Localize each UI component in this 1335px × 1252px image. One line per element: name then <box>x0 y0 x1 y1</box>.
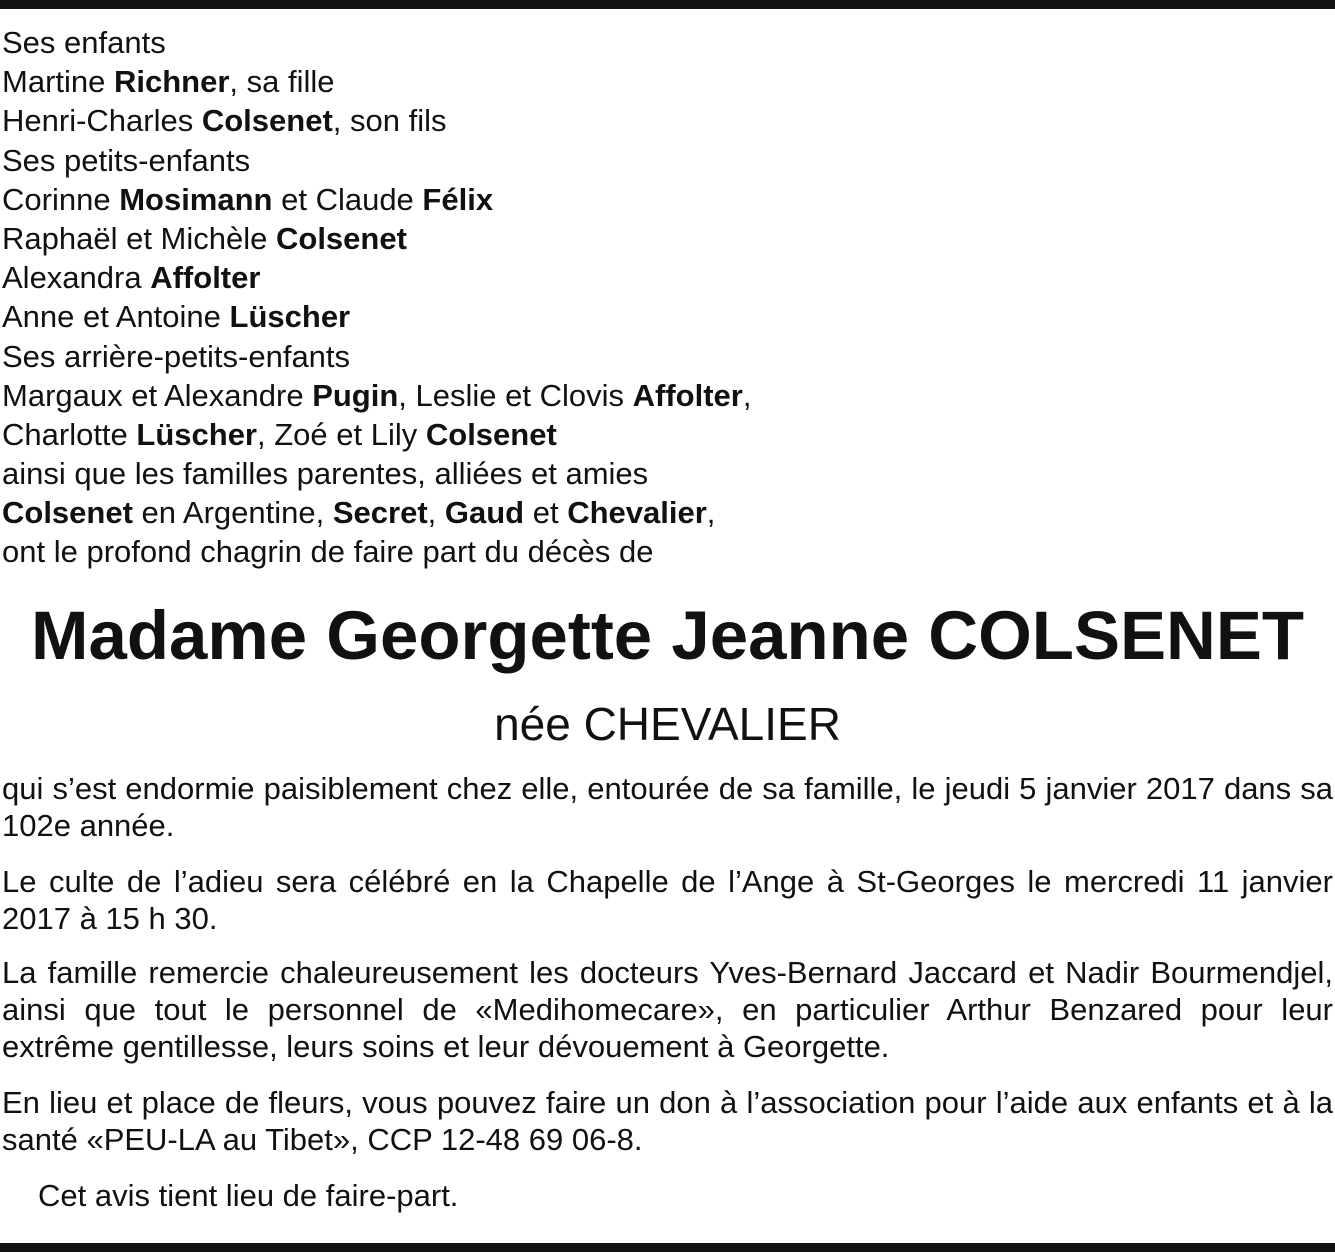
intro-text: , <box>427 495 445 531</box>
intro-text: en Argentine, <box>132 495 333 531</box>
intro-text: , <box>742 377 752 413</box>
family-name: Mosimann <box>119 181 273 217</box>
family-name: Lüscher <box>136 416 258 452</box>
family-name: Colsenet <box>276 220 407 256</box>
intro-line <box>2 219 1332 258</box>
family-name: Gaud <box>444 495 525 531</box>
intro-text: Alexandra <box>2 260 151 296</box>
intro-line <box>2 258 1332 297</box>
intro-text: Corinne <box>2 181 120 217</box>
paragraph-service: Le culte de l’adieu sera célébré en la Chapelle de l’Ange à St-Georges le mercredi 11 janvier 2017 à 15 h 30. <box>2 864 1333 936</box>
family-name: Colsenet <box>425 416 557 452</box>
intro-text: Ses arrière-petits-enfants <box>2 338 351 374</box>
family-name: Colsenet <box>2 495 133 531</box>
intro-text: Margaux et Alexandre <box>2 377 313 413</box>
intro-text: , sa fille <box>229 64 335 100</box>
intro-line <box>2 415 1332 454</box>
intro-line <box>2 141 1332 180</box>
intro-text: et Claude <box>272 181 423 217</box>
intro-text: ont le profond chagrin de faire part du décès de <box>2 534 654 570</box>
paragraph-thanks: La famille remercie chaleureusement les docteurs Yves-Bernard Jaccard et Nadir Bourmendjel, ainsi que tout le personnel de «Medihomecare», en particulier Arthur Benzared pour leur extrême gentillesse, leurs soins et leur dévouement à Georgette. <box>2 955 1333 1064</box>
intro-text: , Zoé et Lily <box>257 416 426 452</box>
family-name: Secret <box>332 495 428 531</box>
intro-text: Charlotte <box>2 416 137 452</box>
intro-text: Ses petits-enfants <box>2 142 251 178</box>
bottom-rule <box>0 1243 1335 1252</box>
intro-text: , son fils <box>332 103 447 139</box>
intro-text: Ses enfants <box>2 25 166 60</box>
intro-text: Henri-Charles <box>2 103 202 139</box>
intro-text: et <box>524 495 568 531</box>
family-name: Colsenet <box>201 103 333 139</box>
family-name: Richner <box>113 64 230 100</box>
intro-line <box>2 297 1332 336</box>
family-name: Chevalier <box>567 495 707 531</box>
intro-line <box>2 180 1332 219</box>
intro-text: Martine <box>2 64 114 100</box>
closing-note: Cet avis tient lieu de faire-part. <box>38 1178 459 1213</box>
intro-line <box>2 493 1332 532</box>
intro-line <box>2 101 1332 140</box>
family-announcement <box>2 23 1332 572</box>
intro-text: ainsi que les familles parentes, alliées et amies <box>2 456 649 492</box>
intro-text: , Leslie et Clovis <box>398 377 633 413</box>
deceased-name: Madame Georgette Jeanne COLSENET <box>31 597 1304 674</box>
maiden-name: née CHEVALIER <box>494 698 841 750</box>
intro-line <box>2 532 1332 571</box>
intro-text: Anne et Antoine <box>2 299 230 335</box>
family-name: Affolter <box>632 377 743 413</box>
intro-line <box>2 62 1332 101</box>
family-name: Affolter <box>150 260 261 296</box>
intro-line <box>2 376 1332 415</box>
intro-line <box>2 23 1332 62</box>
intro-line <box>2 337 1332 376</box>
intro-text: Raphaël et Michèle <box>2 220 276 256</box>
family-name: Pugin <box>312 377 399 413</box>
intro-text: , <box>706 495 716 531</box>
family-name: Félix <box>422 181 494 217</box>
intro-line <box>2 454 1332 493</box>
top-rule <box>0 0 1335 9</box>
paragraph-donation: En lieu et place de fleurs, vous pouvez faire un don à l’association pour l’aide aux enfants et à la santé «PEU-LA au Tibet», CCP 12-48 69 06-8. <box>2 1085 1333 1157</box>
paragraph-passing: qui s’est endormie paisiblement chez elle, entourée de sa famille, le jeudi 5 janvier 2017 dans sa 102e année. <box>2 771 1333 843</box>
family-name: Lüscher <box>229 299 351 335</box>
